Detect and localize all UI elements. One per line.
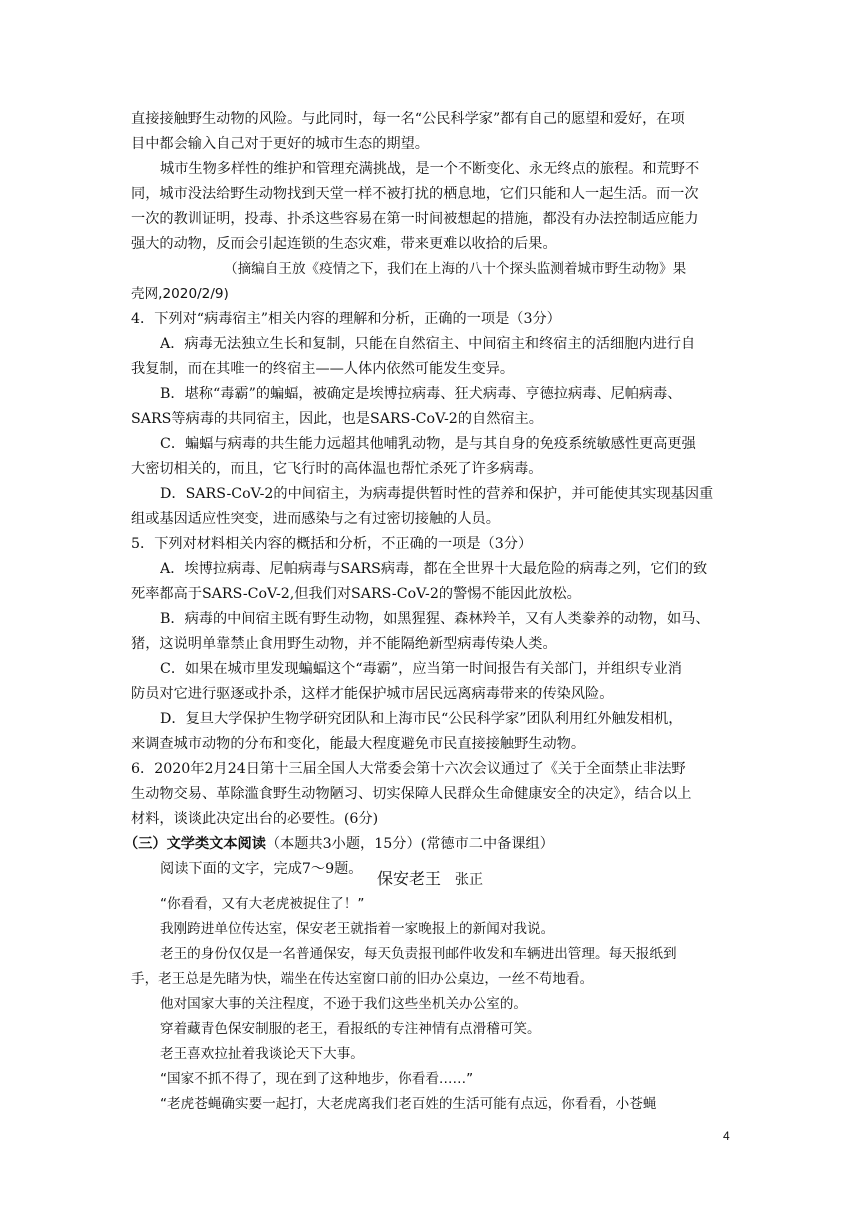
question-6: 6．2020年2月24日第十三届全国人大常委会第十六次会议通过了《关于全面禁止非法野	[131, 761, 686, 777]
story-paragraph: 穿着藏青色保安制服的老王，看报纸的专注神情有点滑稽可笑。	[160, 1021, 541, 1037]
option-4d: D．SARS-CoV-2的中间宿主，为病毒提供暂时性的营养和保护，并可能使其实现基因重	[160, 486, 714, 502]
option-5c-cont: 防员对它进行驱逐或扑杀，这样才能保护城市居民远离病毒带来的传染风险。	[131, 686, 614, 702]
story-author: 张正	[455, 872, 483, 888]
option-5c: C．如果在城市里发现蝙蝠这个“毒霸”，应当第一时间报告有关部门，并组织专业消	[160, 661, 682, 677]
section-heading: （三）文学类文本阅读（本题共3小题，15分）(常德市二中备课组）	[124, 836, 554, 852]
question-5-stem: 5．下列对材料相关内容的概括和分析，不正确的一项是（3分）	[131, 536, 533, 552]
section-instruction: 阅读下面的文字，完成7～9题。	[160, 861, 363, 877]
option-5a: A．埃博拉病毒、尼帕病毒与SARS病毒，都在全世界十大最危险的病毒之列，它们的致	[160, 561, 708, 577]
story-paragraph: 老王的身份仅仅是一名普通保安，每天负责报刊邮件收发和车辆进出管理。每天报纸到	[160, 946, 677, 962]
option-5b-cont: 猪，这说明单靠禁止食用野生动物，并不能隔绝新型病毒传染人类。	[131, 636, 557, 652]
story-title: 保安老王 张正	[376, 869, 483, 888]
passage-line: 直接接触野生动物的风险。与此同时，每一名“公民科学家”都有自己的愿望和爱好，在项	[131, 111, 685, 127]
question-6-cont: 生动物交易、革除滥食野生动物陋习、切实保障人民群众生命健康安全的决定》，结合以上	[131, 786, 692, 802]
story-paragraph: 我刚跨进单位传达室，保安老王就指着一家晚报上的新闻对我说。	[160, 921, 555, 937]
option-5a-cont: 死率都高于SARS-CoV-2,但我们对SARS-CoV-2的警惕不能因此放松。	[131, 586, 581, 602]
option-4d-cont: 组或基因适应性突变，进而感染与之有过密切接触的人员。	[131, 511, 500, 527]
option-5d-cont: 来调查城市动物的分布和变化，能最大程度避免市民直接接触野生动物。	[131, 736, 586, 752]
option-4b: B．堪称“毒霸”的蝙蝠，被确定是埃博拉病毒、狂犬病毒、亨德拉病毒、尼帕病毒、	[160, 386, 682, 402]
option-4a-cont: 我复制，而在其唯一的终宿主——人体内依然可能发生变异。	[131, 361, 515, 377]
question-6-cont: 材料，谈谈此决定出台的必要性。(6分)	[131, 811, 379, 827]
passage-line: 一次的教训证明，投毒、扑杀这些容易在第一时间被想起的措施，都没有办法控制适应能力	[131, 211, 699, 227]
passage-line: 强大的动物，反而会引起连锁的生态灾难，带来更难以收拾的后果。	[131, 236, 557, 252]
passage-line: 城市生物多样性的维护和管理充满挑战，是一个不断变化、永无终点的旅程。和荒野不	[160, 161, 700, 177]
option-4a: A．病毒无法独立生长和复制，只能在自然宿主、中间宿主和终宿主的活细胞内进行自	[160, 336, 696, 352]
option-4b-cont: SARS等病毒的共同宿主，因此，也是SARS-CoV-2的自然宿主。	[131, 411, 543, 427]
option-5b: B．病毒的中间宿主既有野生动物，如黑猩猩、森林羚羊，又有人类豢养的动物，如马、	[160, 611, 710, 627]
question-4-stem: 4．下列对“病毒宿主”相关内容的理解和分析，正确的一项是（3分）	[131, 311, 561, 327]
story-paragraph: “老虎苍蝇确实要一起打，大老虎离我们老百姓的生活可能有点远，你看看，小苍蝇	[160, 1096, 657, 1112]
story-paragraph: “你看看，又有大老虎被捉住了！”	[160, 896, 365, 912]
option-4c-cont: 大密切相关的，而且，它飞行时的高体温也帮忙杀死了许多病毒。	[131, 461, 543, 477]
page-number: 4	[723, 1129, 730, 1143]
source-citation: （摘编自王放《疫情之下，我们在上海的八十个探头监测着城市野生动物》果	[224, 261, 687, 277]
source-citation-cont: 壳网,2020/2/9)	[131, 286, 229, 302]
story-paragraph: 他对国家大事的关注程度，不逊于我们这些坐机关办公室的。	[160, 996, 528, 1012]
emphasis-mark: 不正确	[381, 536, 424, 552]
emphasis-mark: 正确	[424, 311, 453, 327]
story-paragraph: “国家不抓不得了，现在到了这种地步，你看看……”	[160, 1071, 474, 1087]
option-5d: D．复旦大学保护生物学研究团队和上海市民“公民科学家”团队利用红外触发相机，	[160, 711, 683, 727]
story-paragraph: 老王喜欢拉扯着我谈论天下大事。	[160, 1046, 364, 1062]
story-paragraph-cont: 手，老王总是先睹为快，端坐在传达室窗口前的旧办公桌边，一丝不苟地看。	[131, 971, 594, 987]
passage-line: 目中都会输入自己对于更好的城市生态的期望。	[131, 136, 429, 152]
passage-line: 同，城市没法给野生动物找到天堂一样不被打扰的栖息地，它们只能和人一起生活。而一次	[131, 186, 699, 202]
option-4c: C．蝙蝠与病毒的共生能力远超其他哺乳动物，是与其自身的免疫系统敏感性更高更强	[160, 436, 696, 452]
